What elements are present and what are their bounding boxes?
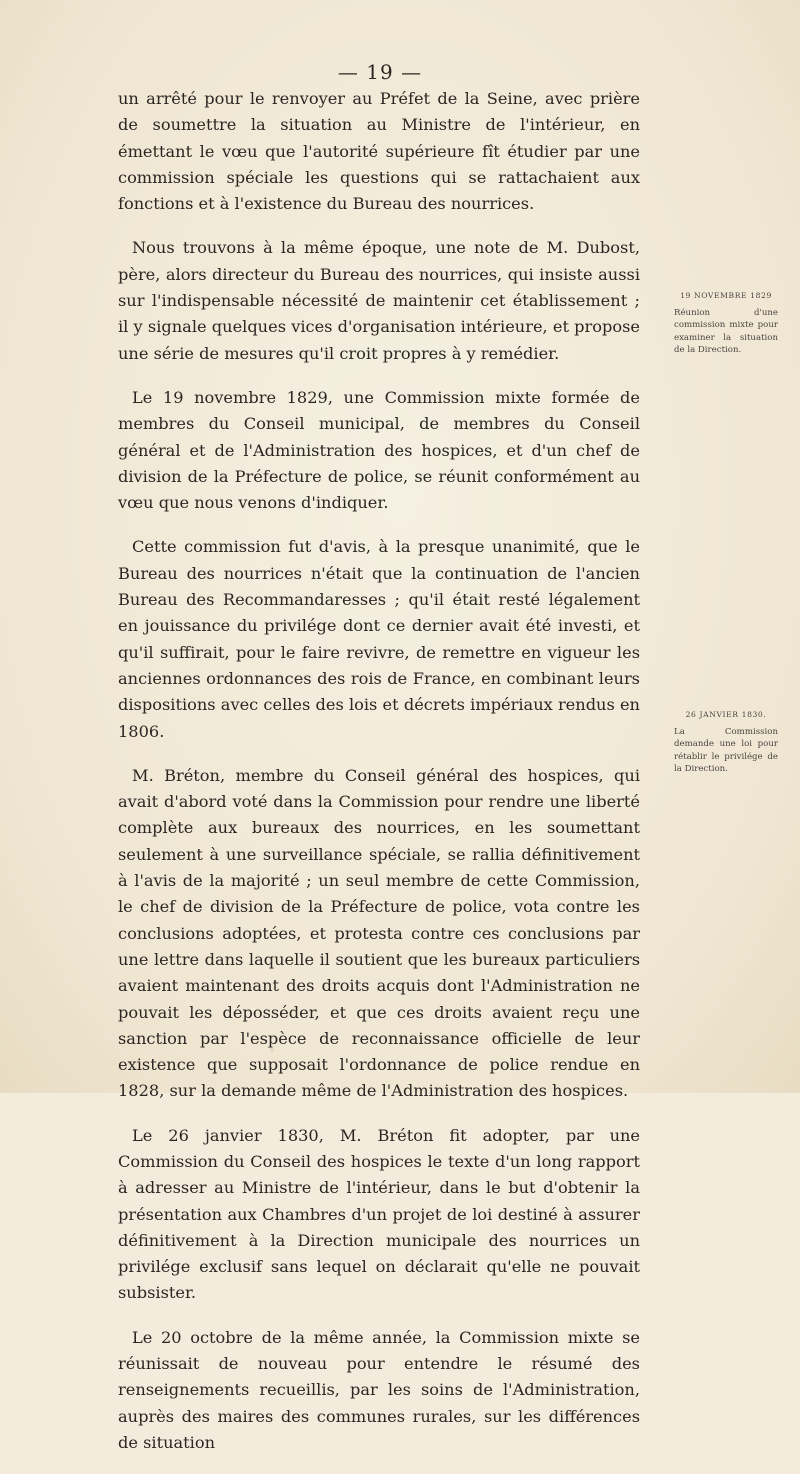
main-text bbox=[118, 86, 640, 1474]
paragraph: Cette commission fut d'avis, à la presque unanimité, que le Bureau des nourrices n'était que la continuation de l'ancien Bureau des Recommandaresses ; qu'il était resté légalement en jouissance du privilége dont ce dernier avait été investi, et qu'il suffirait, pour le faire revivre, de remettre en vigueur les anciennes ordonnances des rois de France, en combinant leurs dispositions avec celles des lois et décrets impériaux rendus en 1806. bbox=[118, 537, 640, 741]
paragraph: Le 19 novembre 1829, une Commission mixte formée de membres du Conseil municipal, de membres du Conseil général et de l'Administration des hospices, et d'un chef de division de la Préfecture de police, se réunit conformément au vœu que nous venons d'indiquer. bbox=[118, 387, 640, 513]
paragraph: Nous trouvons à la même époque, une note de M. Dubost, père, alors directeur du Bureau des nourrices, qui insiste aussi sur l'indispensable nécessité de maintenir cet établissement ; il y signale quelques vices d'organisation intérieure, et propose une série de mesures qu'il croit propres à y remédier. bbox=[118, 238, 640, 363]
margin-note-date: 19 NOVEMBRE 1829 bbox=[680, 291, 772, 300]
margin-note-date: 26 JANVIER 1830. bbox=[685, 710, 767, 719]
margin-note bbox=[674, 290, 778, 356]
margin-note bbox=[674, 709, 778, 775]
page-number: — 19 — bbox=[337, 60, 423, 84]
margin-note-text: Réunion d'une commission mixte pour examiner la situation de la Direction. bbox=[674, 308, 778, 355]
paragraph: Le 20 octobre de la même année, la Commission mixte se réunissait de nouveau pour entendre le résumé des renseignements recueillis, par les soins de l'Administration, auprès des maires des communes rurales, sur les différences de situation bbox=[118, 1327, 640, 1452]
margin-note-text: La Commission demande une loi pour rétablir le privilége de la Direction. bbox=[674, 727, 778, 774]
paragraph: Le 26 janvier 1830, M. Bréton fit adopter, par une Commission du Conseil des hospices le texte d'un long rapport à adresser au Ministre de l'intérieur, dans le but d'obtenir la présentation aux Chambres d'un projet de loi destiné à assurer définitivement à la Direction municipale des nourrices un privilége exclusif sans lequel on déclarait qu'elle ne pouvait subsister. bbox=[118, 1125, 640, 1303]
paragraph: un arrêté pour le renvoyer au Préfet de la Seine, avec prière de soumettre la situation au Ministre de l'intérieur, en émettant le vœu que l'autorité supérieure fît étudier par une commission spéciale les questions qui se rattachaient aux fonctions et à l'existence du Bureau des nourrices. bbox=[118, 89, 640, 214]
paragraph: M. Bréton, membre du Conseil général des hospices, qui avait d'abord voté dans la Commission pour rendre une liberté complète aux bureaux des nourrices, en les soumettant seulement à une surveillance spéciale, se rallia définitivement à l'avis de la majorité ; un seul membre de cette Commission, le chef de division de la Préfecture de police, vota contre les conclusions adoptées, et protesta contre ces conclusions par une lettre dans laquelle il soutient que les bureaux particuliers avaient maintenant des droits acquis dont l'Administration ne pouvait les déposséder, et que ces droits avaient reçu une sanction par l'espèce de reconnaissance officielle de leur existence que supposait l'ordonnance de police rendue en 1828, sur la demande même de l'Administration des hospices. bbox=[118, 765, 640, 1101]
